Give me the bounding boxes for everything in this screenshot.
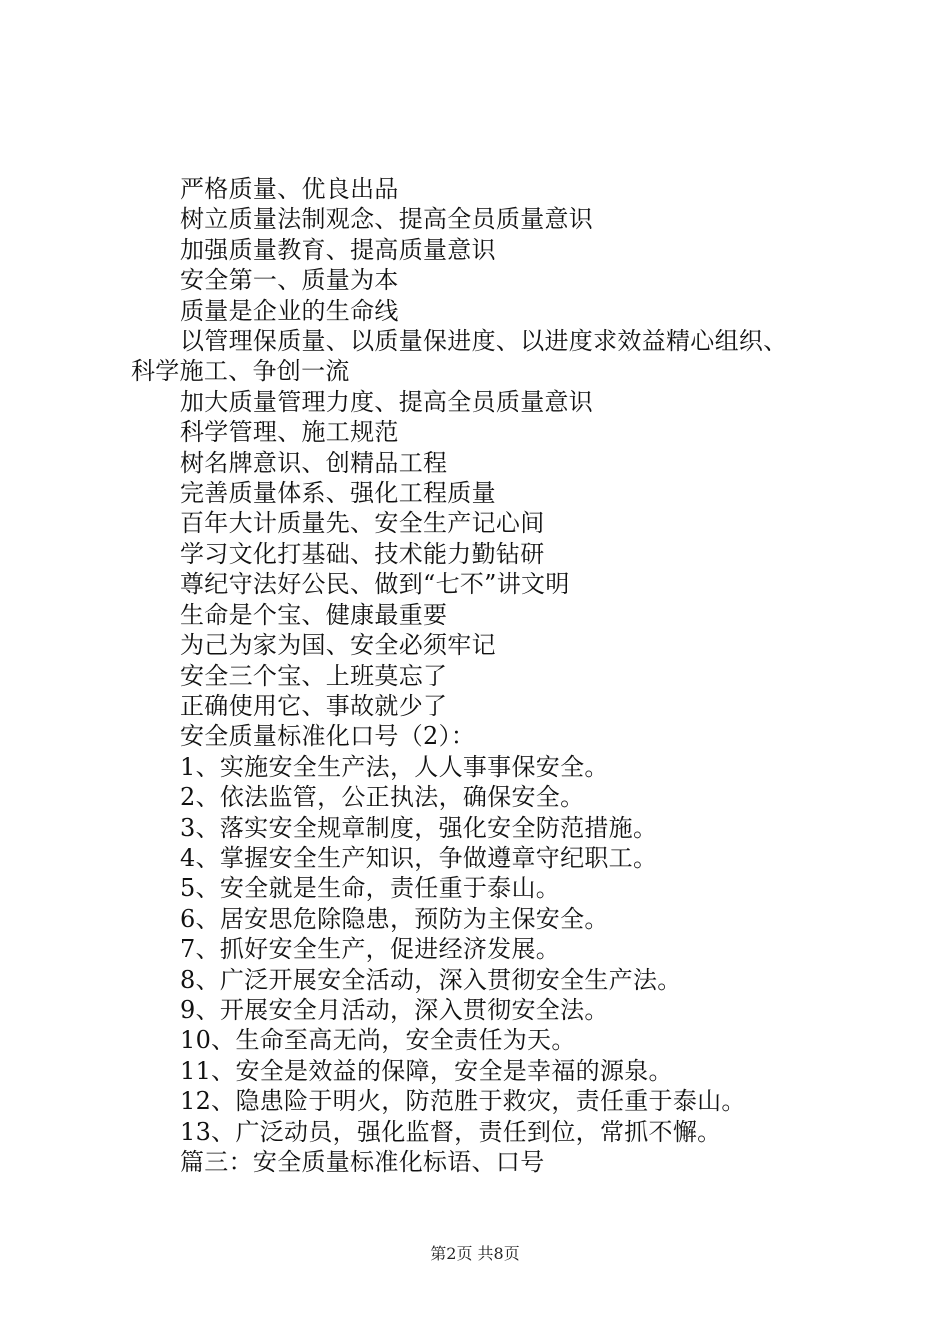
text-line: 科学管理、施工规范 <box>180 418 399 447</box>
text-line: 加强质量教育、提高质量意识 <box>180 235 496 264</box>
text-line: 严格质量、优良出品 <box>180 175 399 203</box>
text-line: 安全三个宝、上班莫忘了 <box>180 661 448 690</box>
text-line: 为己为家为国、安全必须牢记 <box>180 631 496 660</box>
text-line: 质量是企业的生命线 <box>180 296 399 325</box>
text-line: 百年大计质量先、安全生产记心间 <box>180 509 545 538</box>
page-footer: 第2页 共8页 <box>430 1244 520 1263</box>
text-line: 生命是个宝、健康最重要 <box>180 600 448 629</box>
text-line: 学习文化打基础、技术能力勤钻研 <box>180 539 545 568</box>
text-line: 3、落实安全规章制度，强化安全防范措施。 <box>180 813 658 842</box>
text-line: 5、安全就是生命，责任重于泰山。 <box>180 874 561 903</box>
text-line: 加大质量管理力度、提高全员质量意识 <box>180 387 594 416</box>
text-line: 科学施工、争创一流 <box>131 357 350 386</box>
text-line: 10、生命至高无尚，安全责任为天。 <box>180 1026 576 1055</box>
text-line: 尊纪守法好公民、做到“七不”讲文明 <box>180 570 570 599</box>
text-line: 6、居安思危除隐患，预防为主保安全。 <box>180 904 609 933</box>
text-line: 安全质量标准化口号（2）： <box>180 722 476 751</box>
text-line: 以管理保质量、以质量保进度、以进度求效益精心组织、 <box>180 327 788 356</box>
text-line: 13、广泛动员，强化监督，责任到位，常抓不懈。 <box>180 1117 722 1146</box>
document-body <box>131 174 851 1177</box>
text-line: 12、隐患险于明火，防范胜于救灾，责任重于泰山。 <box>180 1087 746 1116</box>
text-line: 4、掌握安全生产知识，争做遵章守纪职工。 <box>180 843 658 872</box>
text-line: 树立质量法制观念、提高全员质量意识 <box>180 205 594 234</box>
text-line: 11、安全是效益的保障，安全是幸福的源泉。 <box>180 1056 673 1085</box>
text-line: 9、开展安全月活动，深入贯彻安全法。 <box>180 995 609 1024</box>
text-line: 树名牌意识、创精品工程 <box>180 448 448 477</box>
text-line: 1、实施安全生产法，人人事事保安全。 <box>180 752 609 781</box>
text-line: 7、抓好安全生产，促进经济发展。 <box>180 935 561 964</box>
text-line: 正确使用它、事故就少了 <box>180 691 448 720</box>
text-line: 2、依法监管，公正执法，确保安全。 <box>180 783 585 812</box>
text-line: 完善质量体系、强化工程质量 <box>180 479 496 508</box>
text-line: 8、广泛开展安全活动，深入贯彻安全生产法。 <box>180 965 682 994</box>
text-line: 安全第一、质量为本 <box>180 266 399 295</box>
text-line: 篇三：安全质量标准化标语、口号 <box>180 1148 545 1176</box>
